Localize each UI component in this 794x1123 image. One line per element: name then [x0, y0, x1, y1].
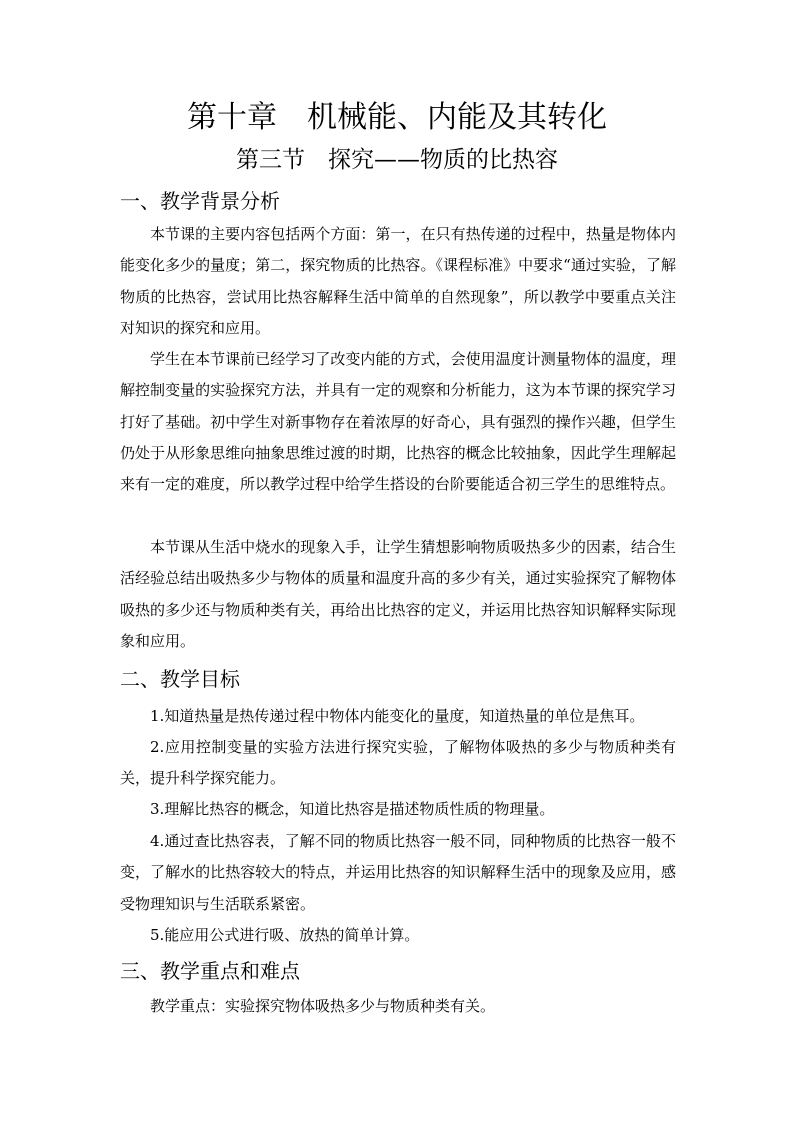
- heading-key-points-difficulties: 三、教学重点和难点: [120, 959, 300, 983]
- objective-item: 4.通过查比热容表，了解不同的物质比热容一般不同，同种物质的比热容一般不变，了解水的比热容较大的特点，并运用比热容的知识解释生活中的现象及应用，感受物理知识与生活联系紧密。: [120, 832, 676, 913]
- paragraph: 本节课的主要内容包括两个方面：第一，在只有热传递的过程中，热量是物体内能变化多少的量度；第二，探究物质的比热容。《课程标准》中要求“通过实验，了解物质的比热容，尝试用比热容解释生活中简单的自然现象”，所以教学中要重点关注对知识的探究和应用。: [120, 225, 676, 337]
- paragraph: 学生在本节课前已经学习了改变内能的方式，会使用温度计测量物体的温度，理解控制变量的实验探究方法，并具有一定的观察和分析能力，这为本节课的探究学习打好了基础。初中学生对新事物存在着浓厚的好奇心，具有强烈的操作兴趣，但学生仍处于从形象思维向抽象思维过渡的时期，比热容的概念比较抽象，因此学生理解起来有一定的难度，所以教学过程中给学生搭设的台阶要能适合初三学生的思维特点。: [120, 350, 676, 494]
- objective-item: 1.知道热量是热传递过程中物体内能变化的量度，知道热量的单位是焦耳。: [150, 707, 645, 725]
- paragraph: 本节课从生活中烧水的现象入手，让学生猜想影响物质吸热多少的因素，结合生活经验总结出吸热多少与物体的质量和温度升高的多少有关，通过实验探究了解物体吸热的多少还与物质种类有关，再给出比热容的定义，并运用比热容知识解释实际现象和应用。: [120, 538, 676, 650]
- heading-teaching-objectives: 二、教学目标: [120, 667, 240, 691]
- chapter-title: 第十章 机械能、内能及其转化: [187, 100, 607, 135]
- objective-item: 5.能应用公式进行吸、放热的简单计算。: [150, 926, 420, 944]
- heading-teaching-background: 一、教学背景分析: [120, 189, 280, 213]
- objective-item: 2.应用控制变量的实验方法进行探究实验，了解物体吸热的多少与物质种类有关，提升科学探究能力。: [120, 738, 676, 788]
- objective-item: 3.理解比热容的概念，知道比热容是描述物质性质的物理量。: [150, 800, 555, 818]
- paragraph: 教学重点：实验探究物体吸热多少与物质种类有关。: [150, 997, 496, 1015]
- section-title: 第三节 探究——物质的比热容: [236, 147, 558, 173]
